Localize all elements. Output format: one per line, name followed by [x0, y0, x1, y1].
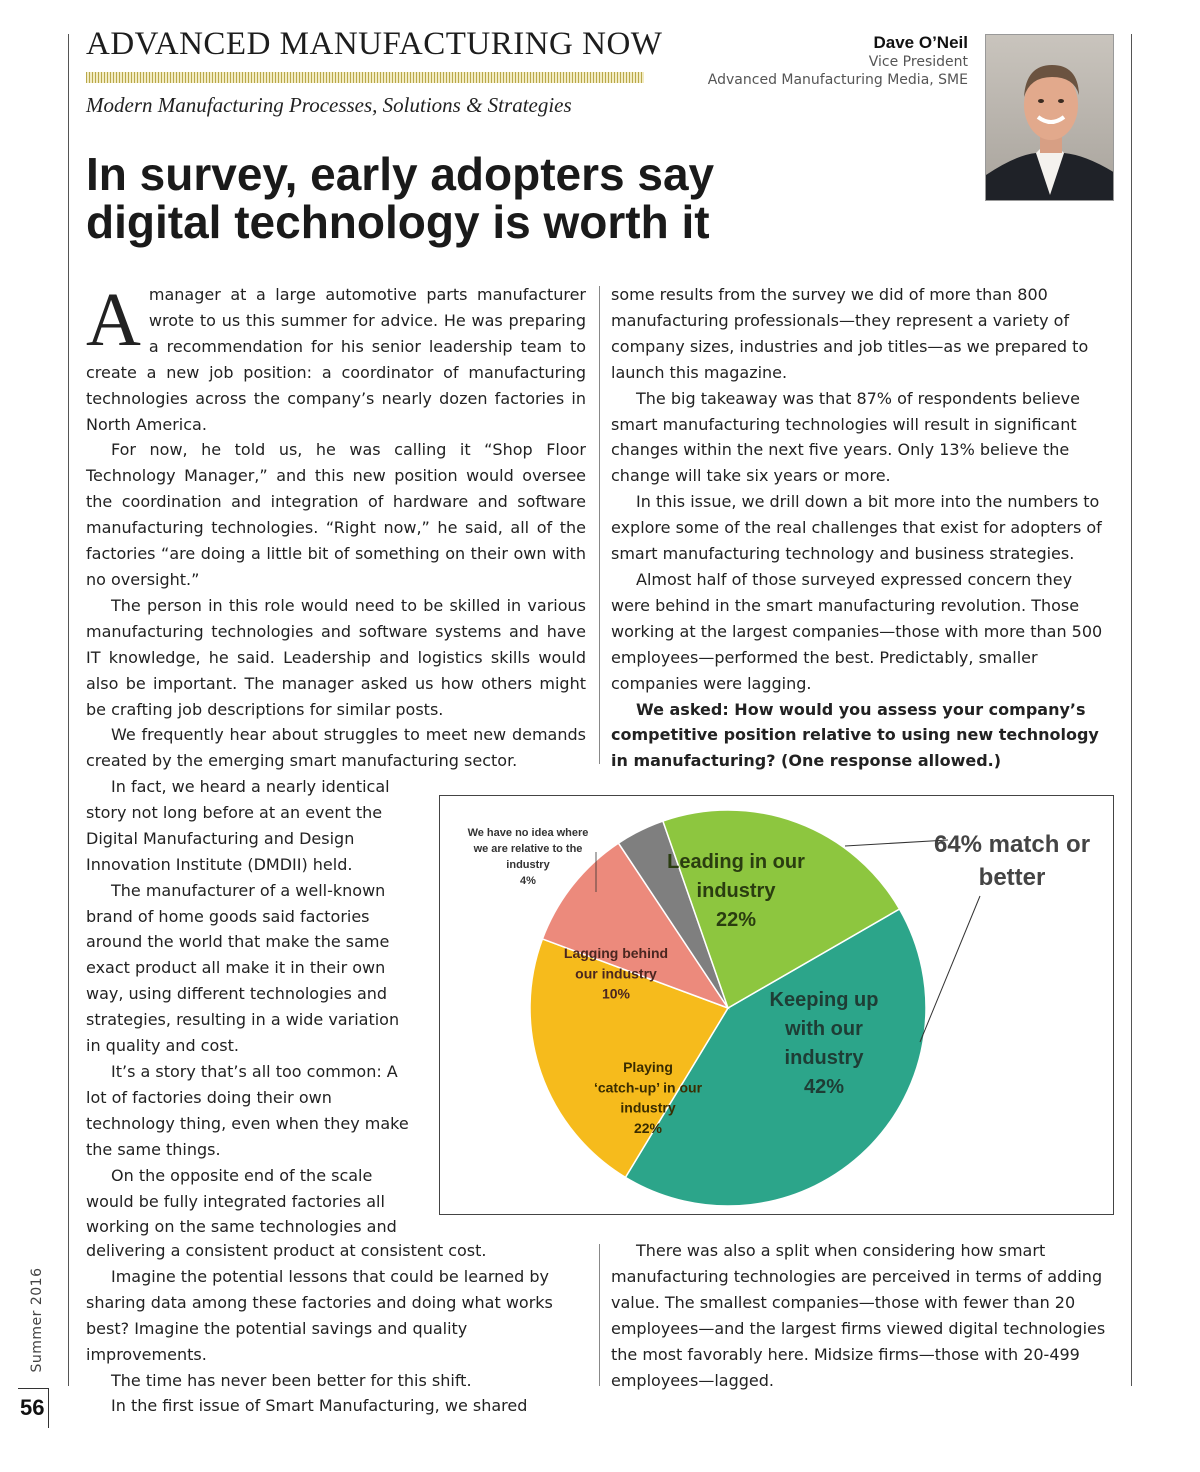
label-catch-up: Playing ‘catch-up’ in our industry 22%: [593, 1059, 703, 1136]
annotation-line-1: 64% match or: [933, 831, 1091, 858]
paragraph-1: manager at a large automotive parts manufacturer wrote to us this summer for advice. He was preparing a recommendation for his senior leadership team to create a new job position: a coordinator of manufacturing technologies across the company’s nearly dozen factories in North America.: [86, 285, 586, 434]
drop-cap: A: [86, 278, 141, 362]
masthead-title: ADVANCED MANUFACTURING NOW: [86, 26, 663, 62]
paragraph-r2: The big takeaway was that 87% of respondents believe smart manufacturing technologies will result in significant changes within the next five years. Only 13% believe the change will take six years or more.: [611, 388, 1080, 486]
author-role: Vice President: [868, 54, 968, 70]
folio-rule: [48, 1388, 49, 1428]
pie-chart: [439, 795, 1114, 1215]
annotation-line-2: better: [978, 864, 1046, 891]
article-column-right-top: [611, 282, 1116, 774]
paragraph-10: The time has never been better for this shift.: [111, 1370, 472, 1390]
paragraph-r3: In this issue, we drill down a bit more into the numbers to explore some of the real challenges that exist for adopters of smart manufacturing technology and business strategies.: [611, 492, 1102, 564]
pie-chart-svg: [440, 796, 1113, 1214]
author-photo: [985, 34, 1114, 201]
paragraph-r5: There was also a split when considering how smart manufacturing technologies are perceived in terms of adding value. The smallest companies—those with fewer than 20 employees—and the largest firms viewed digital technologies the most favorably here. Midsize firms—those with 20-499 employees—lagged.: [611, 1241, 1106, 1390]
headline-line-1: In survey, early adopters say: [86, 148, 715, 200]
paragraph-5: In fact, we heard a nearly identical story not long before at an event the Digital Manufacturing and Design Innovation Institute (DMDII) held.: [86, 777, 390, 874]
paragraph-7: It’s a story that’s all too common: A lot of factories doing their own technology thing, even when they make the same things.: [86, 1061, 409, 1159]
page-number: 56: [20, 1395, 45, 1420]
label-no-idea: We have no idea where we are relative to the industry 4%: [467, 827, 589, 887]
paragraph-6: The manufacturer of a well-known brand of home goods said factories around the world that make the same exact product all make it in their own way, using different technologies and strategies, resulting in a wide variation in quality and cost.: [86, 880, 400, 1056]
paragraph-2: For now, he told us, he was calling it “Shop Floor Technology Manager,” and this new position would oversee the coordination and integration of hardware and software manufacturing technologies. “Right now,” he said, all of the factories “are doing a little bit of something on their own with no oversight.”: [86, 440, 586, 589]
right-margin-rule: [1131, 34, 1132, 1386]
left-margin-rule: [68, 34, 69, 1386]
paragraph-r4: Almost half of those surveyed expressed concern they were behind in the smart manufacturing revolution. Those working at the largest companies—those with more than 500 employees—performed the best. Predictably, smaller companies were lagging.: [611, 569, 1103, 693]
folio-rule-horizontal: [18, 1388, 48, 1389]
author-name: Dave O’Neil: [873, 33, 968, 52]
annotation-leader-1: [845, 840, 948, 846]
article-column-left-mid: [86, 774, 416, 1240]
author-org: Advanced Manufacturing Media, SME: [707, 72, 968, 88]
paragraph-8b: delivering a consistent product at consistent cost.: [86, 1241, 487, 1260]
column-divider-top: [599, 286, 600, 764]
article-column-right-bottom: [611, 1238, 1116, 1393]
issue-season: Summer 2016: [29, 1267, 45, 1373]
paragraph-8a: On the opposite end of the scale would be fully integrated factories all working on the same technologies and: [86, 1165, 397, 1237]
label-leading: Leading in our industry 22%: [667, 851, 805, 931]
survey-question: We asked: How would you assess your company’s competitive position relative to using new technology in manufacturing? (One response allowed.): [611, 699, 1099, 771]
article-column-left-top: [86, 278, 586, 774]
label-keeping-up: Keeping up with our industry 42%: [769, 989, 879, 1098]
article-headline: [86, 150, 906, 246]
label-lagging: Lagging behind our industry 10%: [563, 945, 669, 1002]
column-divider-bottom: [599, 1244, 600, 1386]
paragraph-r1: some results from the survey we did of more than 800 manufacturing professionals—they represent a variety of company sizes, industries and job titles—as we prepared to launch this magazine.: [611, 285, 1089, 382]
paragraph-4: We frequently hear about struggles to meet new demands created by the emerging smart manufacturing sector.: [86, 725, 586, 771]
paragraph-11: In the first issue of Smart Manufacturing, we shared: [111, 1396, 528, 1416]
paragraph-3: The person in this role would need to be skilled in various manufacturing technologies and software systems and have IT knowledge, he said. Leadership and logistics skills would also be important. The manager asked us how others might be crafting job descriptions for similar posts.: [86, 595, 586, 719]
article-column-left-bottom: [86, 1238, 591, 1419]
headline-line-2: digital technology is worth it: [86, 196, 710, 248]
annotation-leader-2: [920, 896, 980, 1042]
masthead-subtitle: Modern Manufacturing Processes, Solutions & Strategies: [86, 93, 572, 117]
paragraph-9: Imagine the potential lessons that could be learned by sharing data among these factories and doing what works best? Imagine the potential savings and quality improvements.: [86, 1266, 553, 1364]
masthead-decorative-bar: [86, 72, 644, 83]
